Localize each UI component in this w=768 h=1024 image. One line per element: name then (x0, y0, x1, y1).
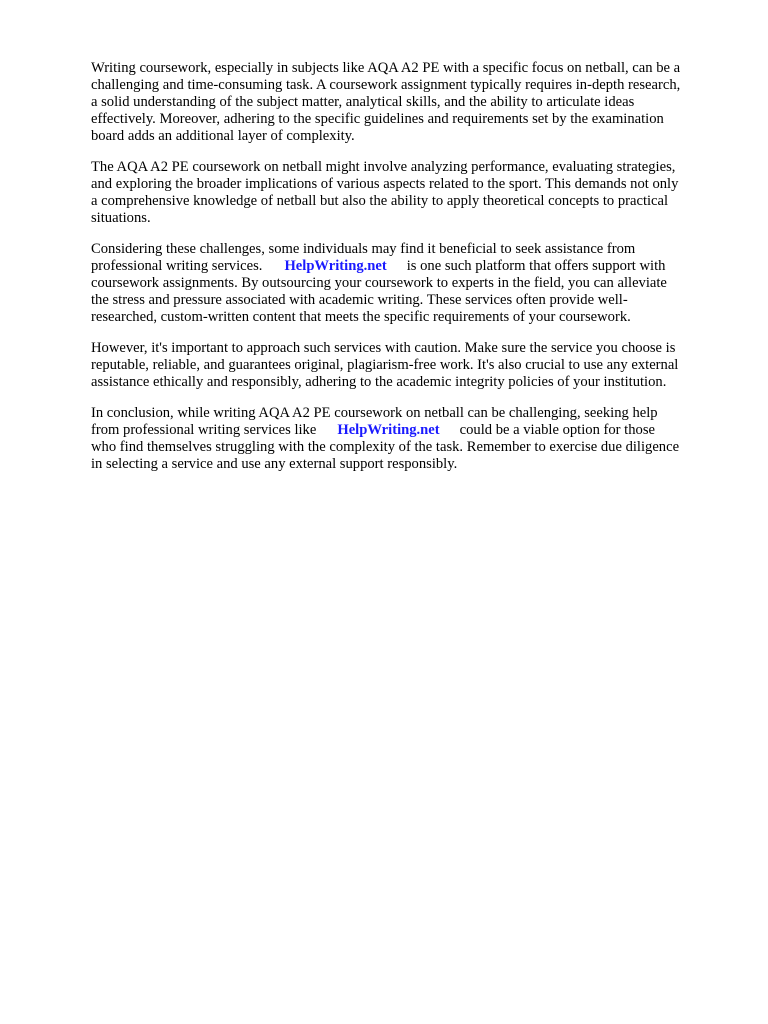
text-segment: could be a viable option for those (459, 422, 655, 438)
text-line: In conclusion, while writing AQA A2 PE coursework on netball can be challenging, seeking help (91, 405, 658, 421)
text-line: coursework assignments. By outsourcing your coursework to experts in the field, you can alleviate (91, 275, 667, 291)
text-line-with-link (91, 258, 731, 275)
text-line: challenging and time-consuming task. A coursework assignment typically requires in-depth research, (91, 77, 681, 93)
paragraph-caution (91, 340, 731, 391)
paragraph-assistance (91, 241, 731, 326)
text-line: who find themselves struggling with the complexity of the task. Remember to exercise due diligence (91, 439, 680, 455)
text-line: The AQA A2 PE coursework on netball might involve analyzing performance, evaluating strategies, (91, 159, 676, 175)
text-line: the stress and pressure associated with academic writing. These services often provide well- (91, 292, 628, 308)
text-line: situations. (91, 210, 151, 226)
text-line: Writing coursework, especially in subjects like AQA A2 PE with a specific focus on netball, can be a (91, 60, 681, 76)
text-line: a solid understanding of the subject matter, analytical skills, and the ability to articulate ideas (91, 94, 635, 110)
text-line: and exploring the broader implications of various aspects related to the sport. This demands not only (91, 176, 679, 192)
helpwriting-link[interactable]: HelpWriting.net (337, 422, 440, 438)
document-page (91, 60, 731, 487)
text-line: researched, custom-written content that meets the specific requirements of your coursework. (91, 309, 631, 325)
text-line: However, it's important to approach such services with caution. Make sure the service you choose is (91, 340, 676, 356)
text-segment: is one such platform that offers support with (406, 258, 666, 274)
text-line: assistance ethically and responsibly, adhering to the academic integrity policies of your institution. (91, 374, 667, 390)
text-line: Considering these challenges, some individuals may find it beneficial to seek assistance from (91, 241, 636, 257)
text-segment: professional writing services. (91, 258, 263, 274)
paragraph-conclusion (91, 405, 731, 473)
text-line: a comprehensive knowledge of netball but also the ability to apply theoretical concepts to practical (91, 193, 669, 209)
paragraph-intro (91, 60, 731, 145)
text-segment: from professional writing services like (91, 422, 317, 438)
text-line: in selecting a service and use any external support responsibly. (91, 456, 458, 472)
helpwriting-link[interactable]: HelpWriting.net (284, 258, 387, 274)
text-line: board adds an additional layer of complexity. (91, 128, 355, 144)
paragraph-coursework (91, 159, 731, 227)
text-line-with-link (91, 422, 731, 439)
text-line: effectively. Moreover, adhering to the specific guidelines and requirements set by the examination (91, 111, 664, 127)
text-line: reputable, reliable, and guarantees original, plagiarism-free work. It's also crucial to use any external (91, 357, 679, 373)
